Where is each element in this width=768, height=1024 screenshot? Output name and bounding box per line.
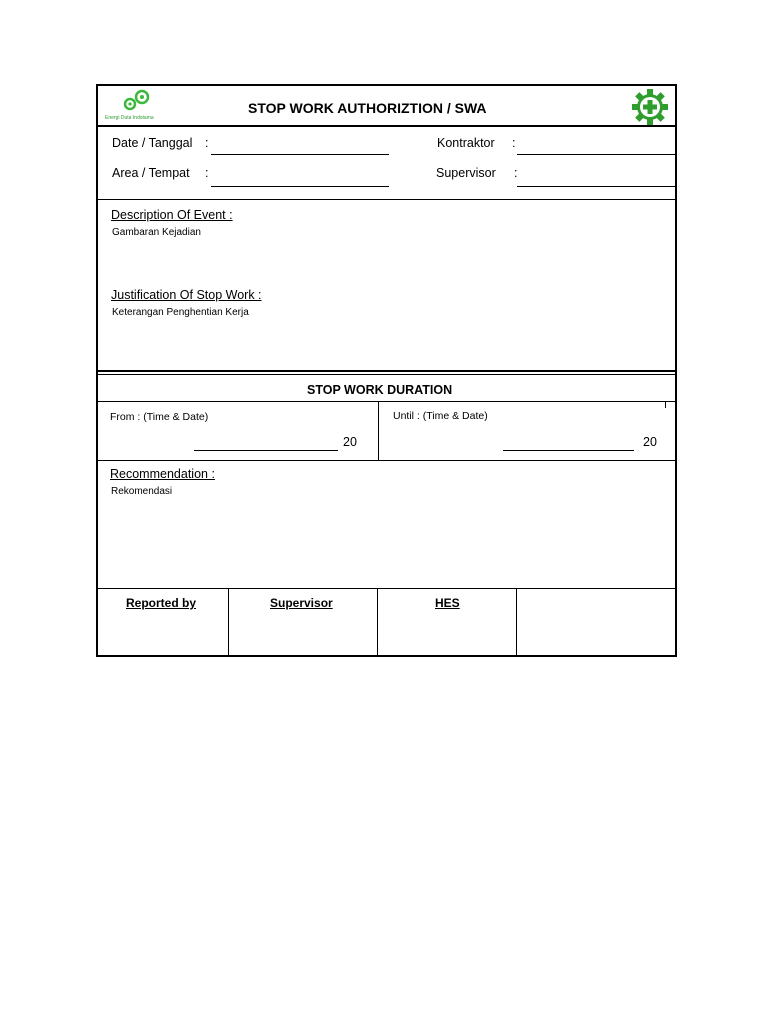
description-area[interactable]: [98, 241, 675, 286]
from-field[interactable]: [194, 450, 338, 451]
area-colon: :: [205, 166, 209, 180]
signature-box-extra[interactable]: [517, 589, 675, 655]
supervisor-field[interactable]: [517, 186, 675, 187]
description-title: Description Of Event :: [111, 208, 233, 222]
justification-area[interactable]: [98, 321, 675, 369]
justification-subtitle: Keterangan Penghentian Kerja: [112, 307, 249, 318]
date-colon: :: [205, 136, 209, 150]
contractor-colon: :: [512, 136, 516, 150]
until-label: Until : (Time & Date): [393, 410, 488, 422]
signature-reported-by: Reported by: [126, 596, 197, 610]
safety-gear-cross-icon: [631, 88, 669, 126]
supervisor-colon: :: [514, 166, 518, 180]
contractor-label: Kontraktor: [437, 136, 495, 150]
until-year: 20: [643, 435, 657, 449]
contractor-field[interactable]: [517, 154, 675, 155]
signature-supervisor: Supervisor: [270, 596, 333, 610]
signature-box-reported-by[interactable]: [98, 611, 228, 655]
signature-box-supervisor[interactable]: [229, 611, 377, 655]
logo-caption: Energi Duta Indotama: [105, 115, 154, 121]
recommendation-title: Recommendation :: [110, 467, 215, 481]
signature-hes: HES: [435, 596, 460, 610]
date-label: Date / Tanggal: [112, 136, 193, 150]
form-title: STOP WORK AUTHORIZTION / SWA: [248, 100, 487, 116]
signature-box-hes[interactable]: [378, 611, 516, 655]
from-year: 20: [343, 435, 357, 449]
duration-title: STOP WORK DURATION: [307, 383, 453, 397]
recommendation-subtitle: Rekomendasi: [111, 486, 173, 497]
area-label: Area / Tempat: [112, 166, 190, 180]
supervisor-label: Supervisor: [436, 166, 496, 180]
date-field[interactable]: [211, 154, 389, 155]
area-field[interactable]: [211, 186, 389, 187]
description-subtitle: Gambaran Kejadian: [112, 227, 201, 238]
justification-title: Justification Of Stop Work :: [111, 288, 262, 302]
from-label: From : (Time & Date): [110, 411, 209, 423]
recommendation-area[interactable]: [98, 500, 675, 588]
stop-work-form: [96, 84, 677, 657]
company-logo: [98, 86, 178, 126]
until-field[interactable]: [503, 450, 634, 451]
